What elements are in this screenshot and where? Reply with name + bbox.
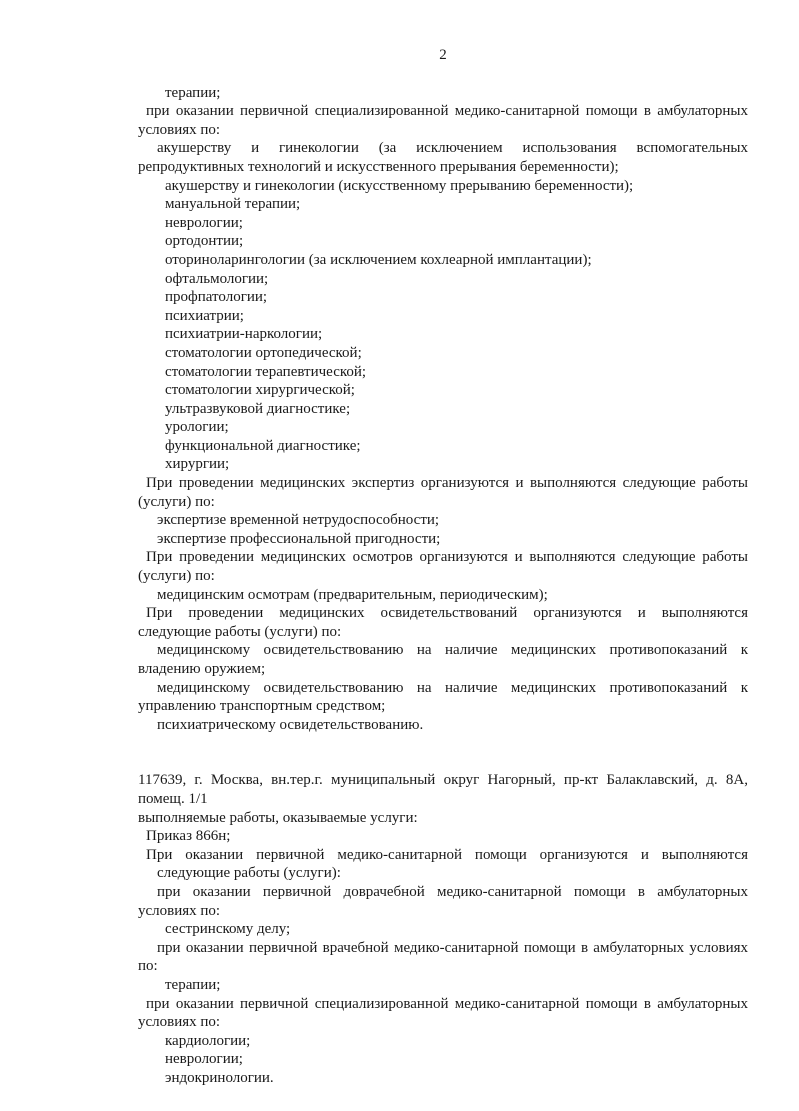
paragraph: психиатрическому освидетельствованию. — [157, 716, 424, 733]
paragraph: стоматологии ортопедической; — [165, 344, 362, 361]
paragraph: офтальмологии; — [165, 270, 269, 287]
paragraph: терапии; — [165, 976, 221, 993]
paragraph: ультразвуковой диагностике; — [165, 400, 351, 417]
paragraph: оториноларингологии (за исключением кохлеарной имплантации); — [165, 251, 592, 268]
paragraph: ортодонтии; — [165, 233, 244, 250]
paragraph: акушерству и гинекологии (искусственному прерыванию беременности); — [165, 177, 634, 194]
paragraph: мануальной терапии; — [165, 196, 301, 213]
paragraph: При оказании первичной медико-санитарной помощи организуются и выполняются следующие работы (услуги): — [146, 846, 748, 882]
paragraph: неврологии; — [165, 214, 243, 231]
paragraph: профпатологии; — [165, 289, 268, 306]
paragraph: психиатрии-наркологии; — [165, 326, 323, 343]
paragraph: стоматологии терапевтической; — [165, 363, 367, 380]
paragraph: урологии; — [165, 419, 229, 436]
paragraph: при оказании первичной специализированной медико-санитарной помощи в амбулаторных условиях по: — [138, 995, 748, 1031]
page-number: 2 — [439, 47, 447, 63]
paragraph: 117639, г. Москва, вн.тер.г. муниципальный округ Нагорный, пр-кт Балаклавский, д. 8А, помещ. 1/1 — [138, 772, 748, 807]
paragraph: экспертизе профессиональной пригодности; — [157, 530, 441, 547]
paragraph-spacer — [138, 734, 748, 771]
paragraph: сестринскому делу; — [165, 921, 291, 938]
paragraph: стоматологии хирургической; — [165, 382, 355, 399]
paragraph: При проведении медицинских освидетельствований организуются и выполняются следующие работы (услуги) по: — [138, 605, 748, 640]
paragraph: кардиологии; — [165, 1032, 251, 1049]
paragraph: при оказании первичной специализированной медико-санитарной помощи в амбулаторных условиях по: — [138, 103, 748, 138]
paragraph: выполняемые работы, оказываемые услуги: — [138, 809, 418, 826]
paragraph: неврологии; — [165, 1051, 243, 1068]
paragraph: медицинскому освидетельствованию на наличие медицинских противопоказаний к владению оружием; — [138, 642, 748, 677]
paragraph: При проведении медицинских осмотров организуются и выполняются следующие работы (услуги) по: — [138, 549, 748, 585]
paragraph: функциональной диагностике; — [165, 437, 361, 454]
document-body — [138, 84, 748, 1088]
paragraph: хирургии; — [165, 456, 230, 473]
paragraph: психиатрии; — [165, 307, 244, 324]
paragraph: терапии; — [165, 84, 221, 101]
paragraph: экспертизе временной нетрудоспособности; — [157, 512, 440, 529]
paragraph: медицинским осмотрам (предварительным, периодическим); — [157, 586, 548, 603]
paragraph: Приказ 866н; — [146, 828, 231, 845]
paragraph: При проведении медицинских экспертиз организуются и выполняются следующие работы (услуги) по: — [138, 475, 748, 510]
paragraph: медицинскому освидетельствованию на наличие медицинских противопоказаний к управлению транспортным средством; — [138, 679, 748, 715]
paragraph: эндокринологии. — [165, 1069, 274, 1086]
paragraph: акушерству и гинекологии (за исключением использования вспомогательных репродуктивных технологий и искусственного прерывания беременности); — [138, 140, 748, 175]
paragraph: при оказании первичной врачебной медико-санитарной помощи в амбулаторных условиях по: — [138, 939, 748, 975]
paragraph: при оказании первичной доврачебной медико-санитарной помощи в амбулаторных условиях по: — [138, 883, 748, 919]
